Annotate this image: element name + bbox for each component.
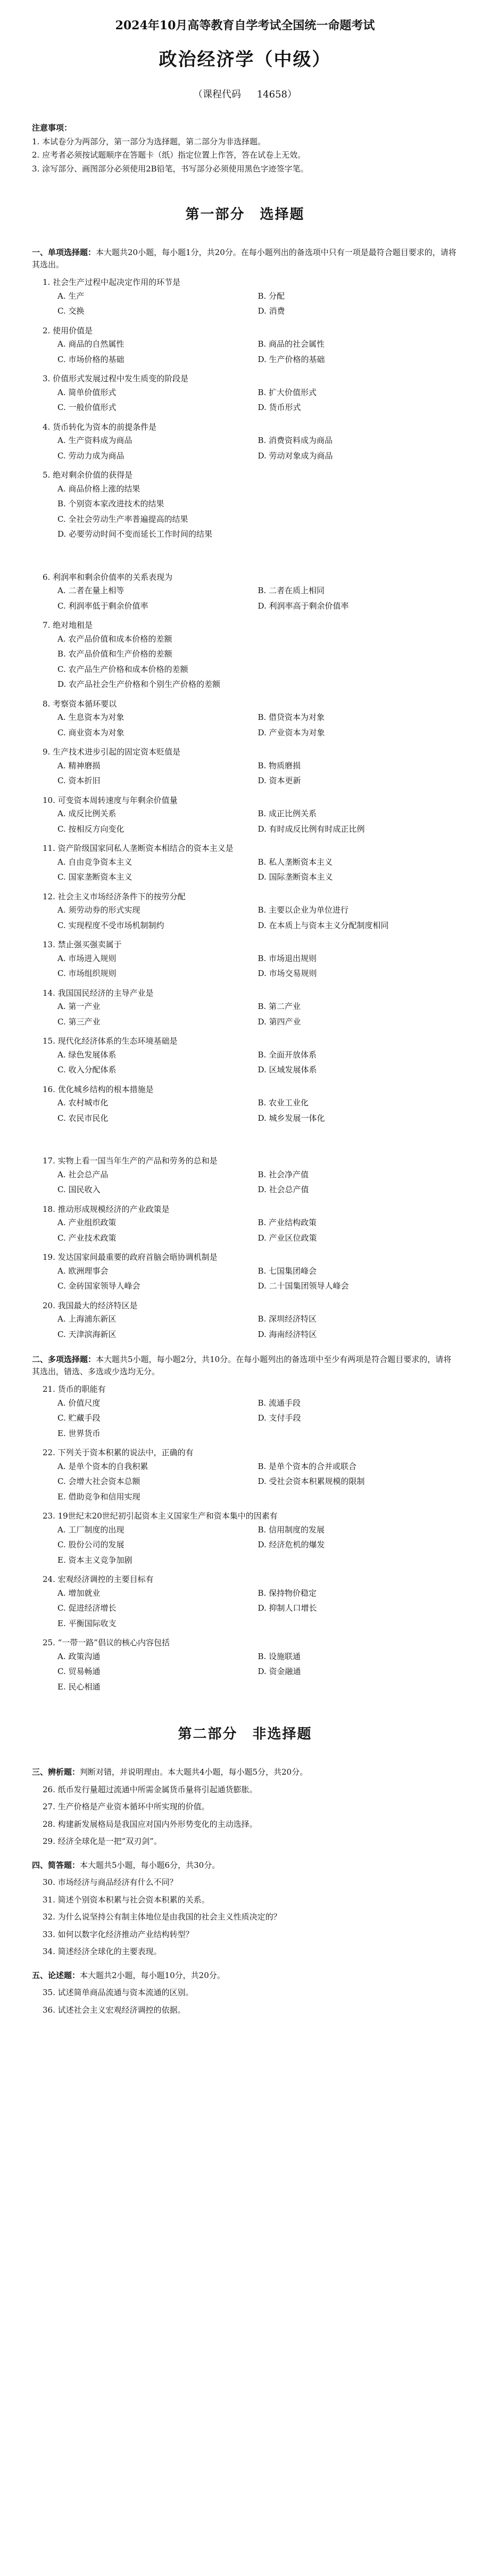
option-d: D. 支付手段 [258, 1413, 301, 1423]
option-b: B. 主要以企业为单位进行 [258, 905, 349, 915]
question-stem: 10. 可变资本周转速度与年剩余价值量 [43, 795, 178, 805]
question-15 [32, 1035, 458, 1078]
option-c: C. 实现程度不受市场机制制约 [57, 920, 164, 930]
question-23 [32, 1510, 458, 1568]
option-c: C. 市场价格的基础 [57, 354, 124, 364]
question-stem: 16. 优化城乡结构的根本措施是 [43, 1084, 154, 1094]
question-26: 26. 纸币发行量超过流通中所需金属货币量将引起通货膨胀。 [43, 1784, 258, 1794]
option-c: C. 利润率低于剩余价值率 [57, 601, 148, 611]
question-25 [32, 1637, 458, 1694]
question-5 [32, 469, 458, 542]
question-36: 36. 试述社会主义宏观经济调控的依据。 [43, 2005, 186, 2015]
option-b: B. 信用制度的发展 [258, 1524, 325, 1535]
question-stem: 7. 绝对地租是 [43, 620, 93, 630]
option-c: C. 收入分配体系 [57, 1065, 117, 1074]
option-b: B. 商品的社会属性 [258, 339, 325, 349]
option-a: A. 农村城市化 [57, 1098, 109, 1107]
section-short-answer [32, 1859, 458, 1872]
question-12 [32, 891, 458, 933]
option-c: C. 贮藏手段 [57, 1413, 101, 1423]
option-a: A. 产业组织政策 [57, 1218, 117, 1227]
notes-title: 注意事项： [32, 123, 72, 133]
question-stem: 22. 下列关于资本积累的说法中，正确的有 [43, 1448, 194, 1457]
option-a: A. 社会总产品 [57, 1169, 109, 1179]
option-a: A. 是单个资本的自我积累 [57, 1461, 148, 1471]
option-d: D. 国际垄断资本主义 [258, 872, 333, 882]
section-heading: 二、多项选择题： [32, 1355, 96, 1364]
option-a: A. 生息资本为对象 [57, 712, 124, 722]
option-a: A. 市场进入规则 [57, 953, 117, 963]
question-22 [32, 1447, 458, 1504]
question-31: 31. 简述个别资本积累与社会资本积累的关系。 [43, 1894, 210, 1905]
option-b: B. 七国集团峰会 [258, 1266, 317, 1276]
section-instructions: 本大题共2小题，每小题10分，共20分。 [80, 1970, 225, 1980]
question-29: 29. 经济全球化是一把“双刃剑”。 [43, 1836, 162, 1846]
option-c: C. 国家垄断资本主义 [57, 872, 132, 882]
option-b: B. 扩大价值形式 [258, 387, 317, 397]
option-c: C. 一般价值形式 [57, 403, 117, 412]
question-16 [32, 1084, 458, 1126]
option-d: D. 必要劳动时间不变而延长工作时间的结果 [57, 529, 213, 539]
option-d: D. 生产价格的基础 [258, 354, 325, 364]
option-e: E. 平衡国际收支 [57, 1618, 117, 1628]
course-code-label: （课程代码 [193, 89, 241, 100]
option-c: C. 商业资本为对象 [57, 727, 124, 737]
question-9 [32, 746, 458, 789]
option-a: A. 第一产业 [57, 1002, 101, 1011]
option-d: D. 社会总产值 [258, 1185, 309, 1194]
option-b: B. 分配 [258, 291, 285, 301]
option-b: B. 农业工业化 [258, 1098, 309, 1107]
question-stem: 21. 货币的职能有 [43, 1384, 106, 1394]
course-title: 政治经济学（中级） [159, 49, 331, 70]
option-b: B. 成正比例关系 [258, 809, 317, 818]
option-a: A. 简单价值形式 [57, 387, 117, 397]
option-e: E. 借助竞争和信用实现 [57, 1491, 140, 1502]
option-c: C. 劳动力成为商品 [57, 450, 124, 461]
section-discrimination [32, 1766, 458, 1778]
option-a: A. 绿色发展体系 [57, 1049, 117, 1060]
section-multi-choice [32, 1353, 458, 1377]
question-1 [32, 276, 458, 319]
option-b: B. 设施联通 [258, 1651, 301, 1661]
section-instructions: 本大题共5小题，每小题2分，共10分。在每小题列出的备选项中至少有两项是符合题目要求的，请将其选出，错选、多选或少选均无分。 [32, 1355, 452, 1376]
question-stem: 12. 社会主义市场经济条件下的按劳分配 [43, 891, 186, 901]
question-27: 27. 生产价格是产业资本循环中所实现的价值。 [43, 1802, 210, 1811]
option-a: A. 商品价格上涨的结果 [57, 483, 140, 494]
option-d: D. 海南经济特区 [258, 1329, 317, 1339]
question-stem: 4. 货币转化为资本的前提条件是 [43, 422, 157, 432]
option-d: D. 产业区位政策 [258, 1233, 317, 1243]
question-32: 32. 为什么说坚持公有制主体地位是由我国的社会主义性质决定的？ [43, 1912, 281, 1922]
question-21 [32, 1383, 458, 1441]
note-item: 2. 应考者必须按试题顺序在答题卡（纸）指定位置上作答，答在试卷上无效。 [32, 150, 306, 160]
option-b: B. 私人垄断资本主义 [258, 857, 333, 867]
option-d: D. 区域发展体系 [258, 1065, 317, 1074]
question-stem: 2. 使用价值是 [43, 325, 93, 335]
option-a: A. 工厂制度的出现 [57, 1524, 124, 1535]
option-e: E. 资本主义竞争加剧 [57, 1555, 132, 1565]
option-a: A. 政策沟通 [57, 1651, 101, 1661]
option-e: E. 民心相通 [57, 1681, 101, 1692]
question-3 [32, 373, 458, 415]
option-a: A. 生产 [57, 291, 85, 301]
option-a: A. 上海浦东新区 [57, 1314, 117, 1324]
section-heading: 一、单项选择题： [32, 248, 96, 257]
option-b: B. 物质磨损 [258, 760, 301, 770]
question-2 [32, 325, 458, 367]
option-b: B. 是单个资本的合并或联合 [258, 1461, 357, 1471]
question-10 [32, 794, 458, 837]
question-stem: 6. 利润率和剩余价值率的关系表现为 [43, 572, 173, 582]
question-18 [32, 1203, 458, 1246]
question-13 [32, 939, 458, 981]
section-instructions: 判断对错，并说明理由。本大题共4小题，每小题5分，共20分。 [80, 1767, 308, 1777]
option-a: A. 欧洲理事会 [57, 1266, 109, 1276]
option-b: B. 保持物价稳定 [258, 1588, 317, 1598]
option-c: C. 天津滨海新区 [57, 1329, 117, 1339]
option-b: B. 个别资本家改进技术的结果 [57, 499, 164, 508]
question-6 [32, 571, 458, 614]
question-stem: 23. 19世纪末20世纪初引起资本主义国家生产和资本集中的因素有 [43, 1511, 278, 1521]
question-24 [32, 1573, 458, 1631]
exam-notes [32, 122, 458, 175]
question-stem: 9. 生产技术进步引起的固定资本贬值是 [43, 747, 181, 757]
option-a: A. 须劳动券的形式实现 [57, 905, 140, 915]
option-d: D. 农产品社会生产价格和个别生产价格的差额 [57, 679, 221, 689]
question-11 [32, 842, 458, 885]
option-c: C. 全社会劳动生产率普遍提高的结果 [57, 514, 188, 524]
question-34: 34. 简述经济全球化的主要表现。 [43, 1947, 162, 1956]
question-stem: 18. 推动形成规模经济的产业政策是 [43, 1204, 170, 1214]
option-d: D. 城乡发展一体化 [258, 1113, 325, 1123]
option-c: C. 交换 [57, 306, 85, 316]
option-b: B. 农产品价值和生产价格的差额 [57, 649, 172, 659]
option-a: A. 成反比例关系 [57, 809, 117, 818]
question-19 [32, 1251, 458, 1294]
section-heading: 四、简答题： [32, 1860, 80, 1870]
option-a: A. 二者在量上相等 [57, 586, 124, 595]
option-d: D. 资本更新 [258, 776, 301, 785]
option-c: C. 金砖国家领导人峰会 [57, 1281, 140, 1291]
option-b: B. 市场退出规则 [258, 953, 317, 963]
option-c: C. 股份公司的发展 [57, 1540, 124, 1549]
option-b: B. 深圳经济特区 [258, 1314, 317, 1324]
option-a: A. 自由竞争资本主义 [57, 857, 132, 867]
option-b: B. 二者在质上相同 [258, 586, 325, 595]
section-instructions: 本大题共20小题，每小题1分，共20分。在每小题列出的备选项中只有一项是最符合题目要求的，请将其选出。 [32, 248, 456, 269]
option-b: B. 全面开放体系 [258, 1049, 317, 1060]
question-7 [32, 619, 458, 692]
section-instructions: 本大题共5小题，每小题6分，共30分。 [80, 1860, 220, 1870]
option-c: C. 促进经济增长 [57, 1603, 117, 1613]
question-stem: 15. 现代化经济体系的生态环境基础是 [43, 1036, 178, 1046]
question-stem: 25. “一带一路”倡议的核心内容包括 [43, 1638, 170, 1647]
option-a: A. 商品的自然属性 [57, 339, 124, 349]
question-stem: 14. 我国国民经济的主导产业是 [43, 988, 154, 998]
option-b: B. 消费资料成为商品 [258, 436, 333, 445]
option-c: C. 国民收入 [57, 1185, 101, 1194]
question-stem: 3. 价值形式发展过程中发生质变的阶段是 [43, 374, 189, 383]
option-a: A. 生产资料成为商品 [57, 436, 132, 445]
option-d: D. 产业资本为对象 [258, 727, 325, 737]
question-28: 28. 构建新发展格局是我国应对国内外形势变化的主动选择。 [43, 1819, 258, 1829]
question-stem: 11. 资产阶级国家同私人垄断资本相结合的资本主义是 [43, 843, 234, 853]
question-17 [32, 1155, 458, 1197]
section-heading: 五、论述题： [32, 1970, 80, 1980]
option-a: A. 价值尺度 [57, 1398, 101, 1408]
option-c: C. 第三产业 [57, 1016, 101, 1027]
question-8 [32, 698, 458, 741]
option-d: D. 受社会资本积累规模的限制 [258, 1476, 365, 1486]
option-c: C. 按相反方向变化 [57, 824, 124, 834]
course-code [32, 87, 458, 102]
section-essay [32, 1970, 458, 1982]
question-stem: 5. 绝对剩余价值的获得是 [43, 470, 133, 480]
option-c: C. 农民市民化 [57, 1113, 109, 1123]
option-b: B. 产业结构政策 [258, 1218, 317, 1227]
part1-title: 第一部分 选择题 [185, 207, 305, 223]
option-c: C. 会增大社会资本总额 [57, 1476, 140, 1486]
exam-header: 2024年10月高等教育自学考试全国统一命题考试 [115, 19, 375, 32]
question-35: 35. 试述简单商品流通与资本流通的区别。 [43, 1988, 194, 1997]
question-stem: 8. 考察资本循环要以 [43, 699, 117, 709]
section-heading: 三、辨析题： [32, 1767, 80, 1777]
option-d: D. 有时成反比例有时成正比例 [258, 824, 365, 834]
question-stem: 17. 实物上看一国当年生产的产品和劳务的总和是 [43, 1156, 218, 1166]
option-d: D. 二十国集团领导人峰会 [258, 1281, 349, 1291]
option-b: B. 社会净产值 [258, 1169, 309, 1179]
note-item: 3. 涂写部分、画图部分必须使用2B铅笔，书写部分必须使用黑色字迹签字笔。 [32, 163, 309, 174]
question-stem: 24. 宏观经济调控的主要目标有 [43, 1574, 154, 1584]
section-single-choice [32, 247, 458, 270]
question-33: 33. 如何以数字化经济推动产业结构转型？ [43, 1929, 194, 1939]
option-c: C. 农产品生产价格和成本价格的差额 [57, 664, 188, 674]
option-c: C. 资本折旧 [57, 776, 101, 785]
question-30: 30. 市场经济与商品经济有什么不同？ [43, 1877, 178, 1887]
option-a: A. 农产品价值和成本价格的差额 [57, 634, 172, 644]
question-stem: 20. 我国最大的经济特区是 [43, 1300, 138, 1310]
option-d: D. 经济危机的爆发 [258, 1540, 325, 1549]
option-a: A. 增加就业 [57, 1588, 101, 1598]
option-d: D. 资金融通 [258, 1667, 301, 1676]
option-b: B. 第二产业 [258, 1002, 301, 1011]
part2-title: 第二部分 非选择题 [178, 1726, 312, 1742]
option-c: C. 产业技术政策 [57, 1233, 117, 1243]
option-e: E. 世界货币 [57, 1428, 101, 1438]
option-c: C. 市场组织规则 [57, 969, 117, 978]
note-item: 1. 本试卷分为两部分，第一部分为选择题，第二部分为非选择题。 [32, 136, 266, 146]
option-d: D. 劳动对象成为商品 [258, 450, 333, 461]
question-stem: 13. 禁止强买强卖属于 [43, 940, 122, 949]
course-code-value: 14658） [256, 89, 297, 100]
option-d: D. 货币形式 [258, 403, 301, 412]
question-14 [32, 987, 458, 1030]
option-b: B. 流通手段 [258, 1398, 301, 1408]
question-20 [32, 1300, 458, 1342]
option-d: D. 抑制人口增长 [258, 1603, 317, 1613]
option-d: D. 第四产业 [258, 1016, 301, 1027]
question-stem: 19. 发达国家间最重要的政府首脑会晤协调机制是 [43, 1252, 218, 1262]
option-a: A. 精神磨损 [57, 760, 101, 770]
option-d: D. 在本质上与资本主义分配制度相同 [258, 920, 389, 930]
option-d: D. 利润率高于剩余价值率 [258, 601, 349, 611]
option-c: C. 贸易畅通 [57, 1667, 101, 1676]
question-stem: 1. 社会生产过程中起决定作用的环节是 [43, 277, 181, 287]
option-d: D. 市场交易规则 [258, 969, 317, 978]
option-b: B. 借贷资本为对象 [258, 712, 325, 722]
question-4 [32, 421, 458, 464]
option-d: D. 消费 [258, 306, 285, 316]
